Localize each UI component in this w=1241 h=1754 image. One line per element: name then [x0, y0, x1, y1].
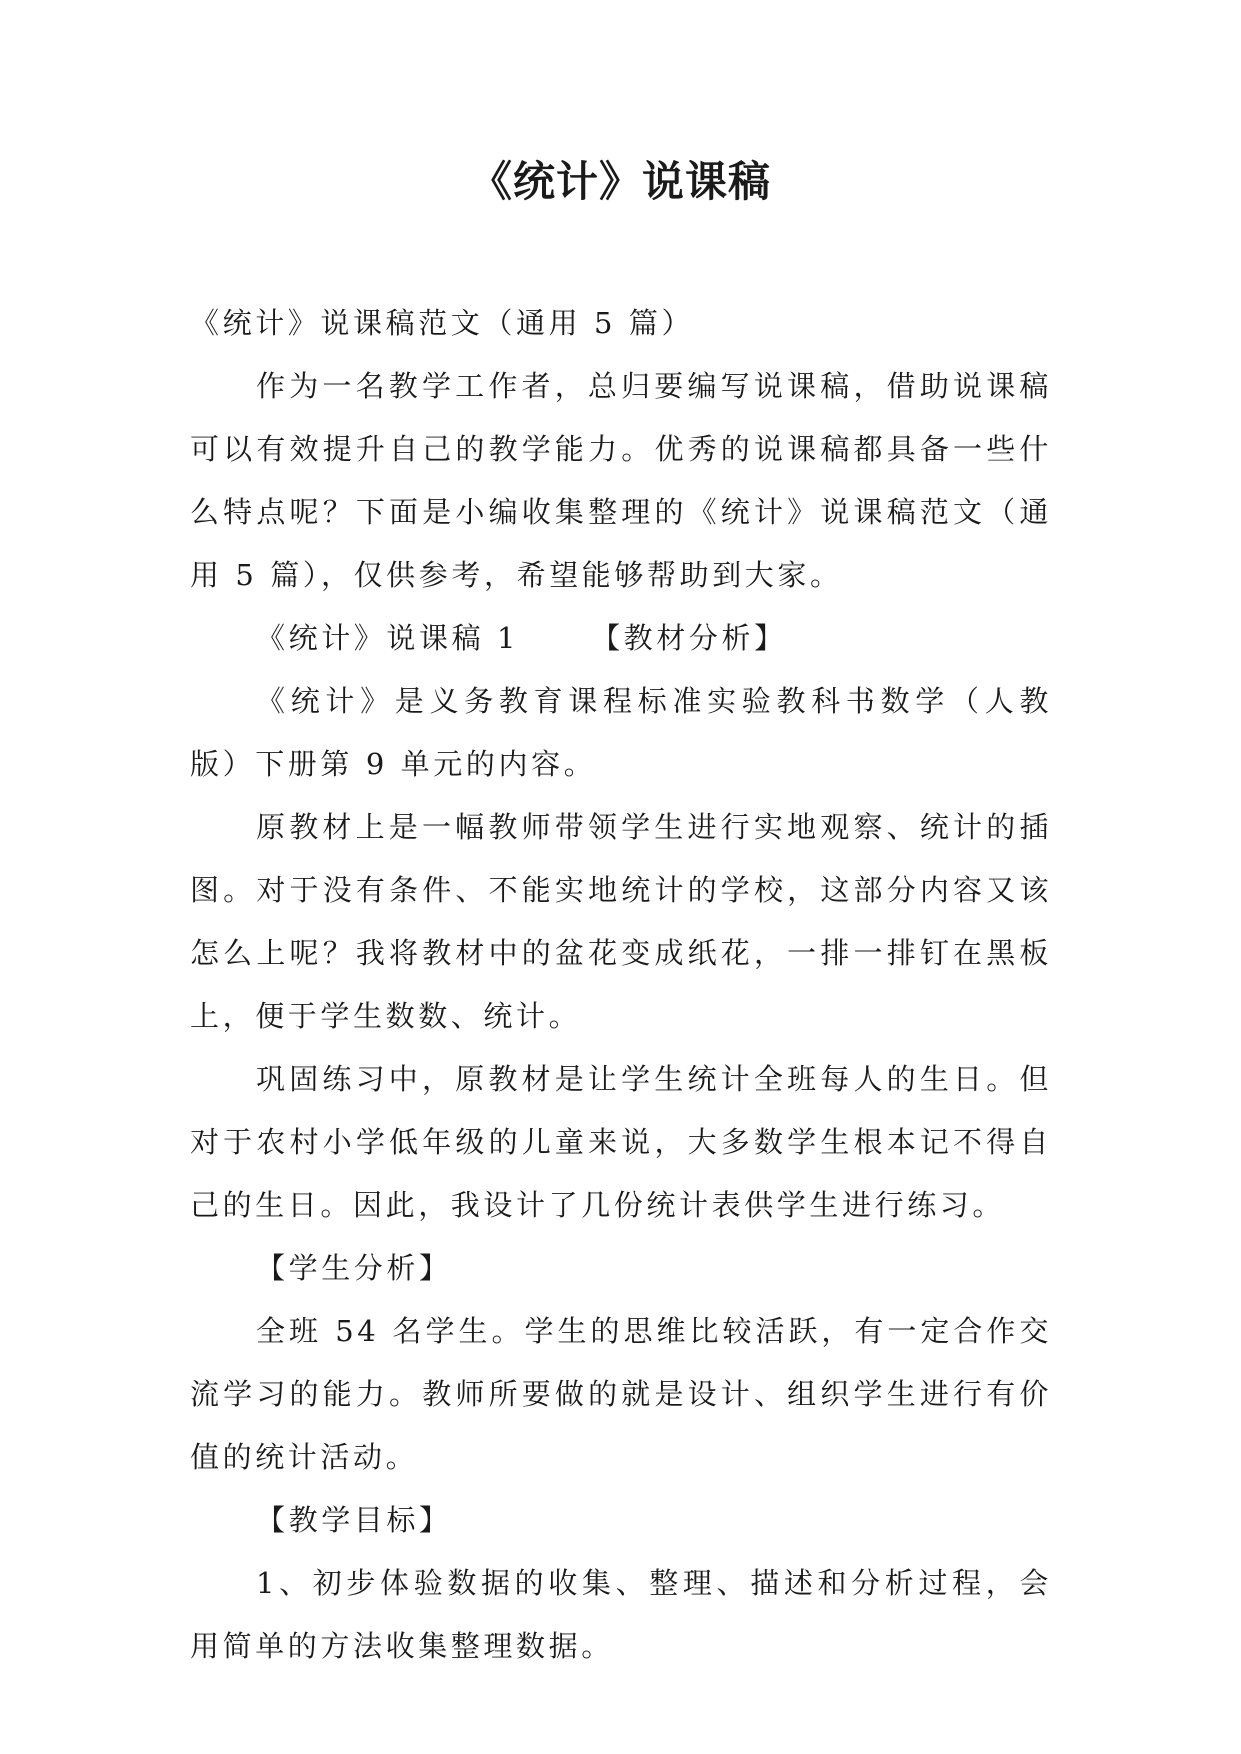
subtitle: 《统计》说课稿范文（通用 5 篇）	[190, 306, 695, 340]
paragraph-goal-1: 1、初步体验数据的收集、整理、描述和分析过程，会用简单的方法收集整理数据。	[190, 1566, 1052, 1663]
section-heading-line	[190, 607, 1052, 670]
heading-material: 【教材分析】	[591, 621, 787, 655]
paragraph-material-2: 原教材上是一幅教师带领学生进行实地观察、统计的插图。对于没有条件、不能实地统计的学校，这部分内容又该怎么上呢？我将教材中的盆花变成纸花，一排一排钉在黑板上，便于学生数数、统计。	[190, 810, 1052, 1033]
intro-paragraph: 作为一名教学工作者，总归要编写说课稿，借助说课稿可以有效提升自己的教学能力。优秀的说课稿都具备一些什么特点呢？下面是小编收集整理的《统计》说课稿范文（通用 5 篇），仅供参考，希望能够帮助到大家。	[190, 369, 1052, 592]
paragraph-material-1: 《统计》是义务教育课程标准实验教科书数学（人教版）下册第 9 单元的内容。	[190, 684, 1052, 781]
page-title: 《统计》说课稿	[469, 157, 771, 206]
paragraph-material-3: 巩固练习中，原教材是让学生统计全班每人的生日。但对于农村小学低年级的儿童来说，大多数学生根本记不得自己的生日。因此，我设计了几份统计表供学生进行练习。	[190, 1062, 1052, 1222]
heading-students: 【学生分析】	[256, 1251, 452, 1285]
paragraph-students: 全班 54 名学生。学生的思维比较活跃，有一定合作交流学习的能力。教师所要做的就是设计、组织学生进行有价值的统计活动。	[190, 1314, 1052, 1474]
section-label: 《统计》说课稿 1	[256, 621, 520, 655]
document-body	[190, 292, 1052, 1678]
heading-goals: 【教学目标】	[256, 1503, 452, 1537]
